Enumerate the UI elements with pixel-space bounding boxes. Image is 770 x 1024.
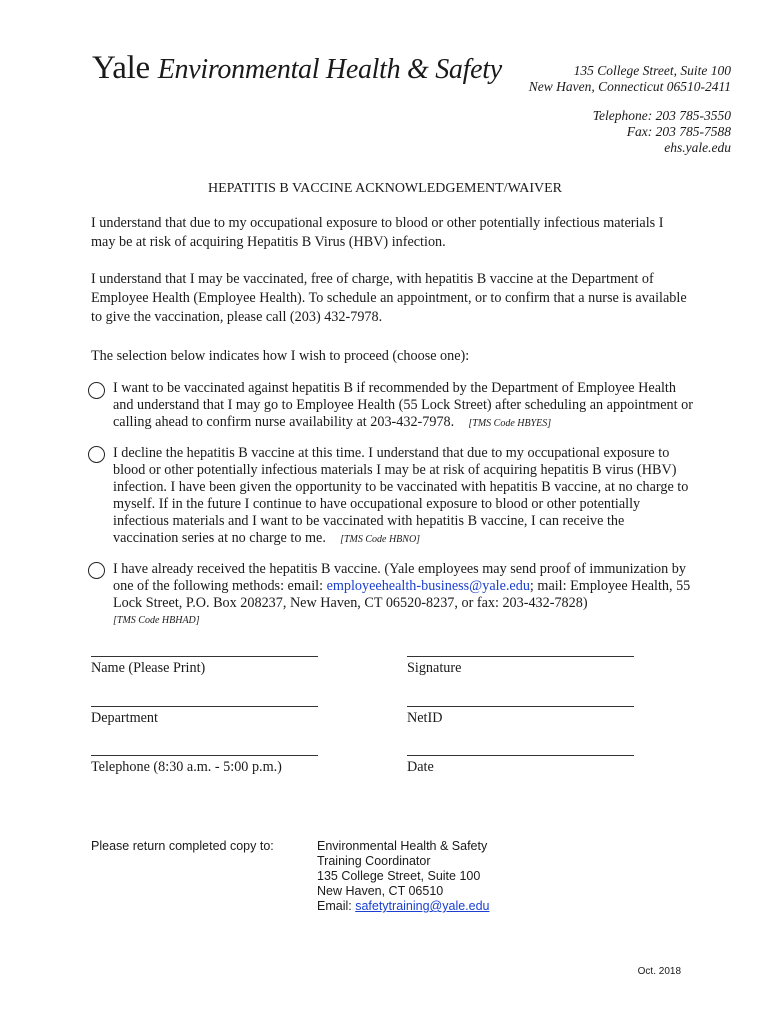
option-already-received-label-start: I have already received the hepatitis B vaccine. (Yale employees may send proof of immunization by one of the following methods: email: [113, 561, 686, 594]
option-vaccinate-label: I want to be vaccinated against hepatitis B if recommended by the Department of Employee Health and understand that I may go to Employee Health (55 Lock Street) after scheduling an appointment or calling ahead to confirm nurse availability at 203-432-7978. [113, 380, 693, 430]
return-address-line-2: Training Coordinator [317, 854, 431, 868]
name-label: Name (Please Print) [91, 660, 206, 676]
date-input-line[interactable] [407, 755, 634, 756]
netid-input-line[interactable] [407, 706, 634, 707]
paragraph-selection-instructions: The selection below indicates how I wish to proceed (choose one): [91, 348, 470, 364]
signature-input-line[interactable] [407, 656, 634, 657]
telephone-label: Telephone (8:30 a.m. - 5:00 p.m.) [91, 759, 282, 775]
header-telephone: Telephone: 203 785-3550 [592, 108, 731, 123]
paragraph-vaccination-info: I understand that I may be vaccinated, free of charge, with hepatitis B vaccine at the Department of Employee Health (Employee Health). To schedule an appointment, or to confirm that a nurse is available to give the vaccination, please call (203) 432-7978. [91, 271, 687, 325]
option-decline-label: I decline the hepatitis B vaccine at this time. I understand that due to my occupational exposure to blood or other potentially infectious materials I may be at risk of acquiring hepatitis B virus (HBV) infection. I have been given the opportunity to be vaccinated with hepatitis B vaccine, at no charge to myself. If in the future I continue to have occupational exposure to blood or other potentially infectious materials and I want to be vaccinated with hepatitis B vaccine, I can receive the vaccination series at no charge to me. [113, 445, 689, 546]
return-email-label: Email: [317, 899, 356, 913]
return-email-line [317, 899, 490, 914]
option-decline-radio[interactable] [88, 446, 105, 463]
signature-label: Signature [407, 660, 462, 676]
option-already-received-text [113, 561, 693, 629]
return-address-line-3: 135 College Street, Suite 100 [317, 869, 481, 883]
option-already-received-label-end: ; mail: Employee Health, 55 Lock Street, P.O. Box 208237, New Haven, CT 06520-8237, or fax: 203-432-7828) [113, 578, 691, 611]
option-already-received-radio[interactable] [88, 562, 105, 579]
employee-health-email-link[interactable]: employeehealth-business@yale.edu [326, 578, 530, 594]
option-already-received-tms-code: [TMS Code HBHAD] [113, 615, 200, 626]
yale-ehs-logo [92, 50, 502, 87]
department-input-line[interactable] [91, 706, 318, 707]
option-vaccinate-tms-code: [TMS Code HBYES] [468, 418, 552, 429]
return-address-line-4: New Haven, CT 06510 [317, 884, 444, 898]
option-decline-tms-code: [TMS Code HBNO] [340, 534, 421, 545]
telephone-input-line[interactable] [91, 755, 318, 756]
header-contact [593, 108, 731, 156]
header-address [529, 63, 731, 95]
header-fax: Fax: 203 785-7588 [626, 124, 731, 139]
netid-label: NetID [407, 710, 443, 726]
option-decline-text [113, 445, 693, 548]
address-line-1: 135 College Street, Suite 100 [573, 63, 731, 78]
date-label: Date [407, 759, 434, 775]
option-vaccinate-text [113, 380, 693, 432]
header-website: ehs.yale.edu [664, 140, 731, 155]
paragraph-exposure: I understand that due to my occupational exposure to blood or other potentially infectious materials I may be at risk of acquiring Hepatitis B Virus (HBV) infection. [91, 215, 664, 250]
return-label: Please return completed copy to: [91, 839, 274, 853]
logo-ehs-text: Environmental Health & Safety [157, 54, 502, 85]
address-line-2: New Haven, Connecticut 06510-2411 [528, 79, 731, 94]
option-vaccinate-radio[interactable] [88, 382, 105, 399]
department-label: Department [91, 710, 158, 726]
name-input-line[interactable] [91, 656, 318, 657]
page-title: HEPATITIS B VACCINE ACKNOWLEDGEMENT/WAIVER [207, 181, 563, 196]
safety-training-email-link[interactable]: safetytraining@yale.edu [355, 899, 490, 913]
return-address [317, 839, 490, 914]
logo-yale-text: Yale [92, 50, 150, 86]
revision-date: Oct. 2018 [637, 966, 681, 977]
return-address-line-1: Environmental Health & Safety [317, 839, 488, 853]
